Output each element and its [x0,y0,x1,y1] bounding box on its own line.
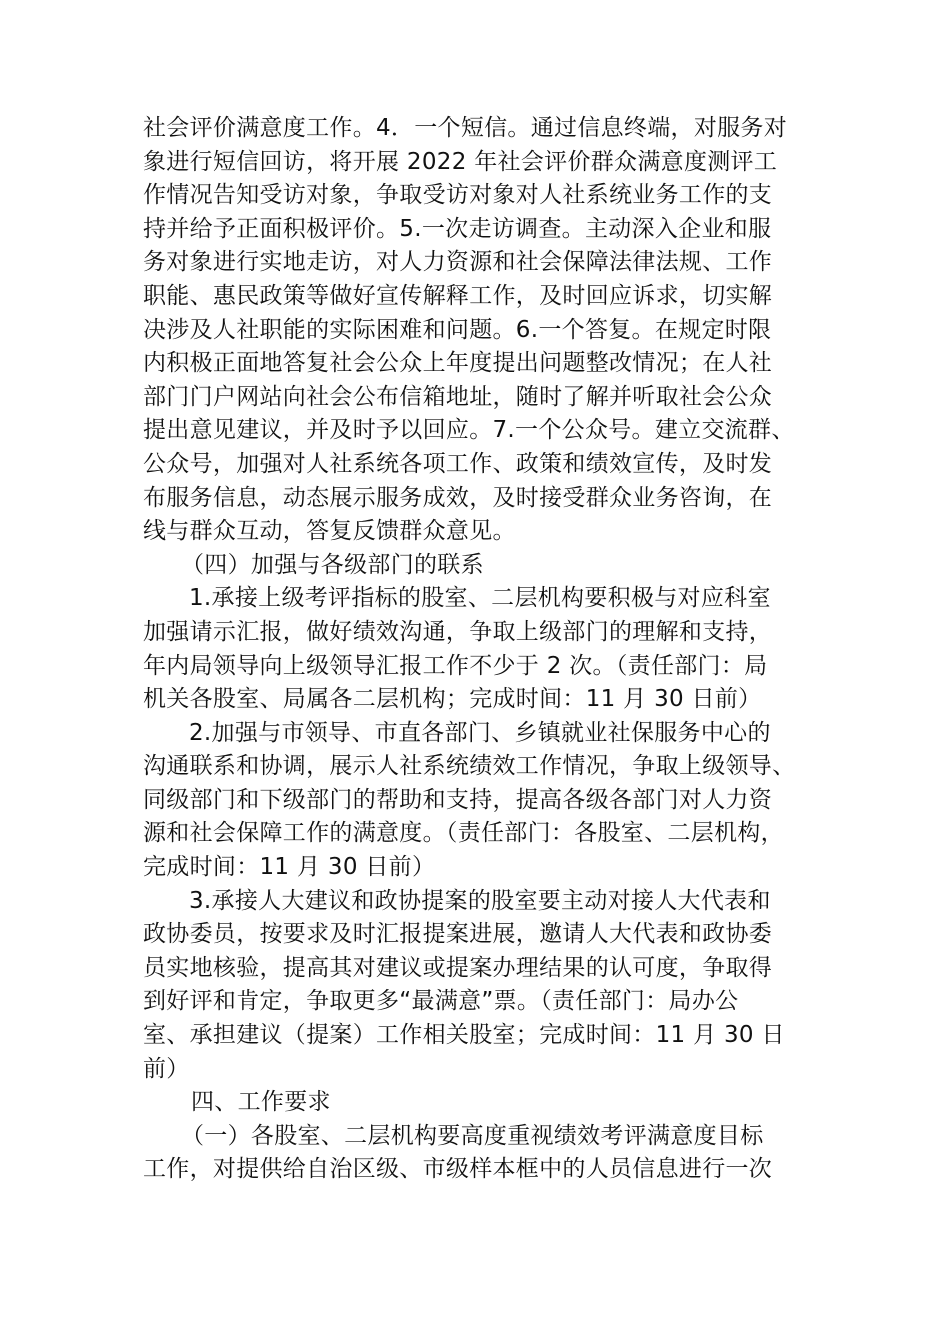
paragraph-line: 完成时间：11 月 30 日前） [143,854,436,881]
paragraph-line: 内积极正面地答复社会公众上年度提出问题整改情况；在人社 [143,350,773,377]
paragraph-line: 布服务信息，动态展示服务成效，及时接受群众业务咨询，在 [143,484,773,511]
paragraph-line: 3.承接人大建议和政协提案的股室要主动对接人大代表和 [189,887,771,914]
paragraph-line: 同级部门和下级部门的帮助和支持，提高各级各部门对人力资 [143,786,773,813]
document-body [143,112,813,1187]
paragraph-line: 决涉及人社职能的实际困难和问题。6.一个答复。在规定时限 [143,316,772,343]
paragraph-line: 职能、惠民政策等做好宣传解释工作，及时回应诉求，切实解 [143,282,773,309]
paragraph-line: 提出意见建议，并及时予以回应。7.一个公众号。建立交流群、 [143,417,795,444]
section-heading: （四）加强与各级部门的联系 [181,551,484,578]
paragraph-line: 务对象进行实地走访，对人力资源和社会保障法律法规、工作 [143,249,773,276]
paragraph-line: 1.承接上级考评指标的股室、二层机构要积极与对应科室 [189,585,771,612]
paragraph-line: 员实地核验，提高其对建议或提案办理结果的认可度，争取得 [143,954,773,981]
paragraph-line: 工作，对提供给自治区级、市级样本框中的人员信息进行一次 [143,1156,773,1183]
paragraph-line: 源和社会保障工作的满意度。（责任部门：各股室、二层机构， [143,820,784,847]
paragraph-line: 政协委员，按要求及时汇报提案进展，邀请人大代表和政协委 [143,921,773,948]
paragraph-line: 2.加强与市领导、市直各部门、乡镇就业社保服务中心的 [189,719,771,746]
paragraph-line: 象进行短信回访，将开展 2022 年社会评价群众满意度测评工 [143,148,778,175]
paragraph-line: 社会评价满意度工作。4．一个短信。通过信息终端，对服务对 [143,115,788,141]
paragraph-line: 部门门户网站向社会公布信箱地址，随时了解并听取社会公众 [143,383,773,410]
section-heading: 四、工作要求 [191,1089,331,1116]
paragraph-line: 年内局领导向上级领导汇报工作不少于 2 次。（责任部门：局 [143,652,768,679]
paragraph-line: 作情况告知受访对象，争取受访对象对人社系统业务工作的支 [143,182,773,209]
paragraph-line: 加强请示汇报，做好绩效沟通，争取上级部门的理解和支持， [143,618,773,645]
paragraph-line: （一）各股室、二层机构要高度重视绩效考评满意度目标 [181,1122,764,1149]
paragraph-line: 前） [143,1055,190,1082]
paragraph-line: 持并给予正面积极评价。5.一次走访调查。主动深入企业和服 [143,215,772,242]
paragraph-line: 公众号，加强对人社系统各项工作、政策和绩效宣传，及时发 [143,450,773,477]
paragraph-line: 室、承担建议（提案）工作相关股室；完成时间：11 月 30 日 [143,1022,785,1049]
paragraph-line: 到好评和肯定，争取更多“最满意”票。（责任部门：局办公 [143,988,739,1015]
paragraph-line: 线与群众互动，答复反馈群众意见。 [143,518,516,545]
paragraph-line: 机关各股室、局属各二层机构；完成时间：11 月 30 日前） [143,686,762,713]
paragraph-line: 沟通联系和协调，展示人社系统绩效工作情况，争取上级领导、 [143,753,796,780]
